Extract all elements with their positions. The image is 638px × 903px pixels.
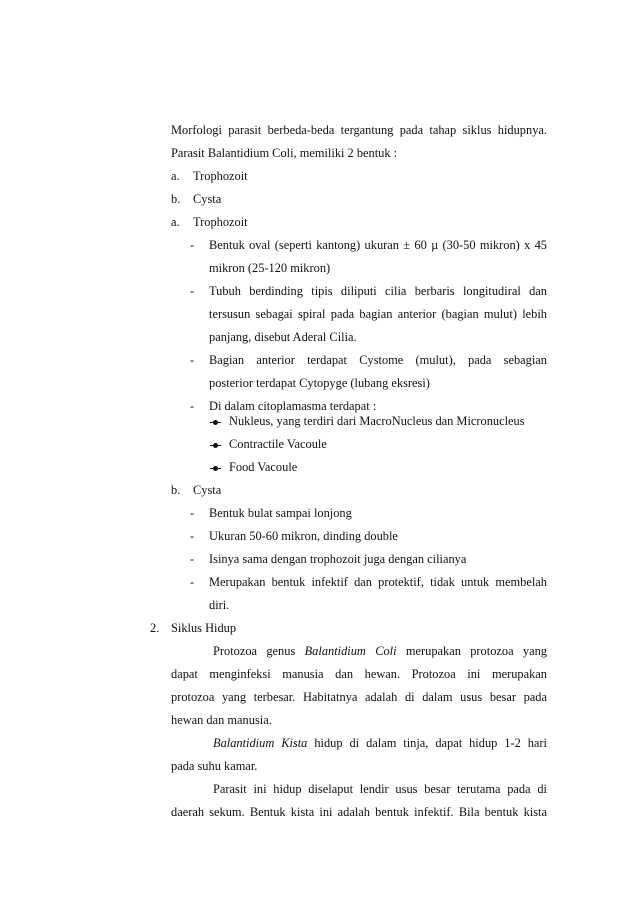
bullet-icon xyxy=(213,443,218,448)
trophozoit-item-3-line-1: Bagian anterior terdapat Cystome (mulut), pada sebagian xyxy=(209,353,547,367)
intro-line-1: Morfologi parasit berbeda-beda tergantung pada tahap siklus hidupnya. xyxy=(171,123,547,137)
text-run: merupakan protozoa yang xyxy=(405,644,547,658)
paragraph-1-line-4: hewan dan manusia. xyxy=(171,713,272,727)
bullet-icon xyxy=(213,466,218,471)
list-marker: b. xyxy=(171,192,181,206)
paragraph-2-line-1 xyxy=(213,736,547,751)
cytoplasm-item-1: Nukleus, yang terdiri dari MacroNucleus dan Micronucleus xyxy=(229,414,525,428)
trophozoit-item-2-line-1: Tubuh berdinding tipis diliputi cilia berbaris longitudiral dan xyxy=(209,284,547,298)
trophozoit-item-3-line-2: posterior terdapat Cytopyge (lubang eksresi) xyxy=(209,376,430,390)
form-b-label: Cysta xyxy=(193,192,222,206)
trophozoit-item-2-line-3: panjang, disebut Aderal Cilia. xyxy=(209,330,357,344)
dash-marker: - xyxy=(190,353,195,367)
cysta-item-4-line-2: diri. xyxy=(209,598,230,612)
dash-marker: - xyxy=(190,284,195,298)
trophozoit-heading: Trophozoit xyxy=(193,215,248,229)
species-name: Balantidium Kista xyxy=(213,736,308,750)
paragraph-1-line-3: protozoa yang terbesar. Habitatnya adalah di dalam usus besar pada xyxy=(171,690,547,704)
dash-marker: - xyxy=(190,529,195,543)
cysta-heading: Cysta xyxy=(193,483,222,497)
cytoplasm-item-2: Contractile Vacoule xyxy=(229,437,327,451)
species-name: Balantidium Coli xyxy=(304,644,397,658)
cysta-item-4-line-1: Merupakan bentuk infektif dan protektif, tidak untuk membelah xyxy=(209,575,547,589)
list-marker: a. xyxy=(171,215,180,229)
dash-marker: - xyxy=(190,575,195,589)
bullet-icon xyxy=(213,420,218,425)
list-marker: a. xyxy=(171,169,180,183)
trophozoit-item-2-line-2: tersusun sebagai spiral pada bagian anterior (bagian mulut) lebih xyxy=(209,307,547,321)
text-run: hidup di dalam tinja, dapat hidup 1-2 hari xyxy=(314,736,547,750)
paragraph-1-line-1 xyxy=(213,644,547,659)
trophozoit-item-4-line-1: Di dalam citoplamasma terdapat : xyxy=(209,399,377,413)
paragraph-2-line-2: pada suhu kamar. xyxy=(171,759,258,773)
cytoplasm-item-3: Food Vacoule xyxy=(229,460,298,474)
paragraph-3-line-1: Parasit ini hidup diselaput lendir usus besar terutama pada di xyxy=(213,782,547,796)
dash-marker: - xyxy=(190,552,195,566)
text-run: Protozoa genus xyxy=(213,644,296,658)
cysta-item-3: Isinya sama dengan trophozoit juga dengan cilianya xyxy=(209,552,467,566)
form-a-label: Trophozoit xyxy=(193,169,248,183)
paragraph-3-line-2: daerah sekum. Bentuk kista ini adalah bentuk infektif. Bila bentuk kista xyxy=(171,805,547,819)
dash-marker: - xyxy=(190,506,195,520)
dash-marker: - xyxy=(190,238,195,252)
intro-line-2: Parasit Balantidium Coli, memiliki 2 bentuk : xyxy=(171,146,398,160)
trophozoit-item-1-line-2: mikron (25-120 mikron) xyxy=(209,261,331,275)
section-heading: Siklus Hidup xyxy=(171,621,237,635)
cysta-item-1: Bentuk bulat sampai lonjong xyxy=(209,506,352,520)
dash-marker: - xyxy=(190,399,195,413)
section-number: 2. xyxy=(150,621,160,635)
cysta-item-2: Ukuran 50-60 mikron, dinding double xyxy=(209,529,398,543)
trophozoit-item-1-line-1: Bentuk oval (seperti kantong) ukuran ± 60 µ (30-50 mikron) x 45 xyxy=(209,238,547,252)
paragraph-1-line-2: dapat menginfeksi manusia dan hewan. Protozoa ini merupakan xyxy=(171,667,547,681)
list-marker: b. xyxy=(171,483,181,497)
